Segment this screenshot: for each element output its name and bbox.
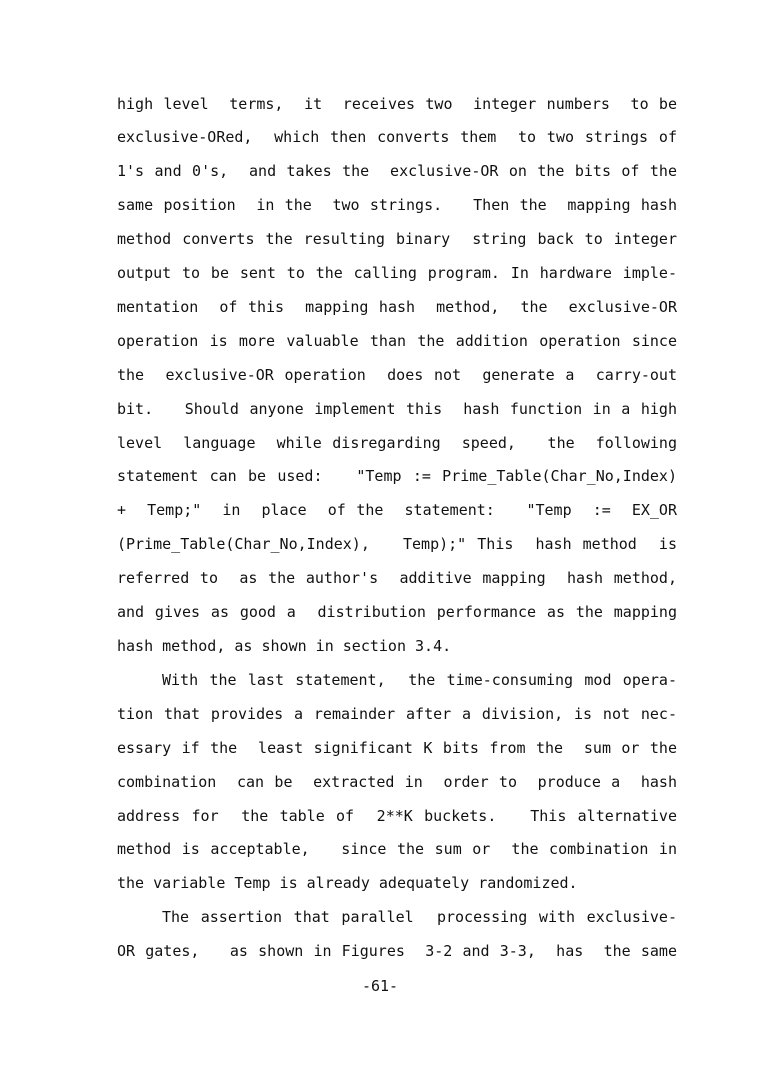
text-line: same position in the two strings. Then the mapping hash — [117, 196, 677, 214]
text-line: mentation of this mapping hash method, the exclusive-OR — [117, 298, 677, 316]
text-line: tion that provides a remainder after a division, is not nec- — [117, 705, 677, 723]
text-line: level language while disregarding speed, the following — [117, 434, 677, 452]
text-line: method is acceptable, since the sum or the combination in — [117, 840, 677, 858]
text-line: hash method, as shown in section 3.4. — [117, 637, 452, 655]
text-line: 1's and 0's, and takes the exclusive-OR on the bits of the — [117, 162, 677, 180]
text-line: bit. Should anyone implement this hash function in a high — [117, 400, 677, 418]
text-line: referred to as the author's additive mapping hash method, — [117, 569, 677, 587]
text-line: operation is more valuable than the addition operation since — [117, 332, 677, 350]
text-line: the exclusive-OR operation does not generate a carry-out — [117, 366, 677, 384]
text-line: exclusive-ORed, which then converts them to two strings of — [117, 128, 677, 146]
text-line: method converts the resulting binary string back to integer — [117, 230, 677, 248]
page-number: -61- — [361, 977, 399, 995]
text-line: + Temp;" in place of the statement: "Temp := EX_OR — [117, 501, 677, 519]
text-line: The assertion that parallel processing with exclusive- — [162, 908, 677, 926]
text-line: and gives as good a distribution performance as the mapping — [117, 603, 677, 621]
text-line: high level terms, it receives two integer numbers to be — [117, 95, 677, 113]
text-line: With the last statement, the time-consuming mod opera- — [162, 671, 677, 689]
text-line: statement can be used: "Temp := Prime_Table(Char_No,Index) — [117, 467, 677, 485]
text-line: essary if the least significant K bits from the sum or the — [117, 739, 677, 757]
text-line: OR gates, as shown in Figures 3-2 and 3-3, has the same — [117, 942, 677, 960]
text-line: (Prime_Table(Char_No,Index), Temp);" This hash method is — [117, 535, 677, 553]
text-line: address for the table of 2**K buckets. This alternative — [117, 807, 677, 825]
text-line: combination can be extracted in order to produce a hash — [117, 773, 677, 791]
text-line: output to be sent to the calling program. In hardware imple- — [117, 264, 677, 282]
text-line: the variable Temp is already adequately randomized. — [117, 874, 578, 892]
